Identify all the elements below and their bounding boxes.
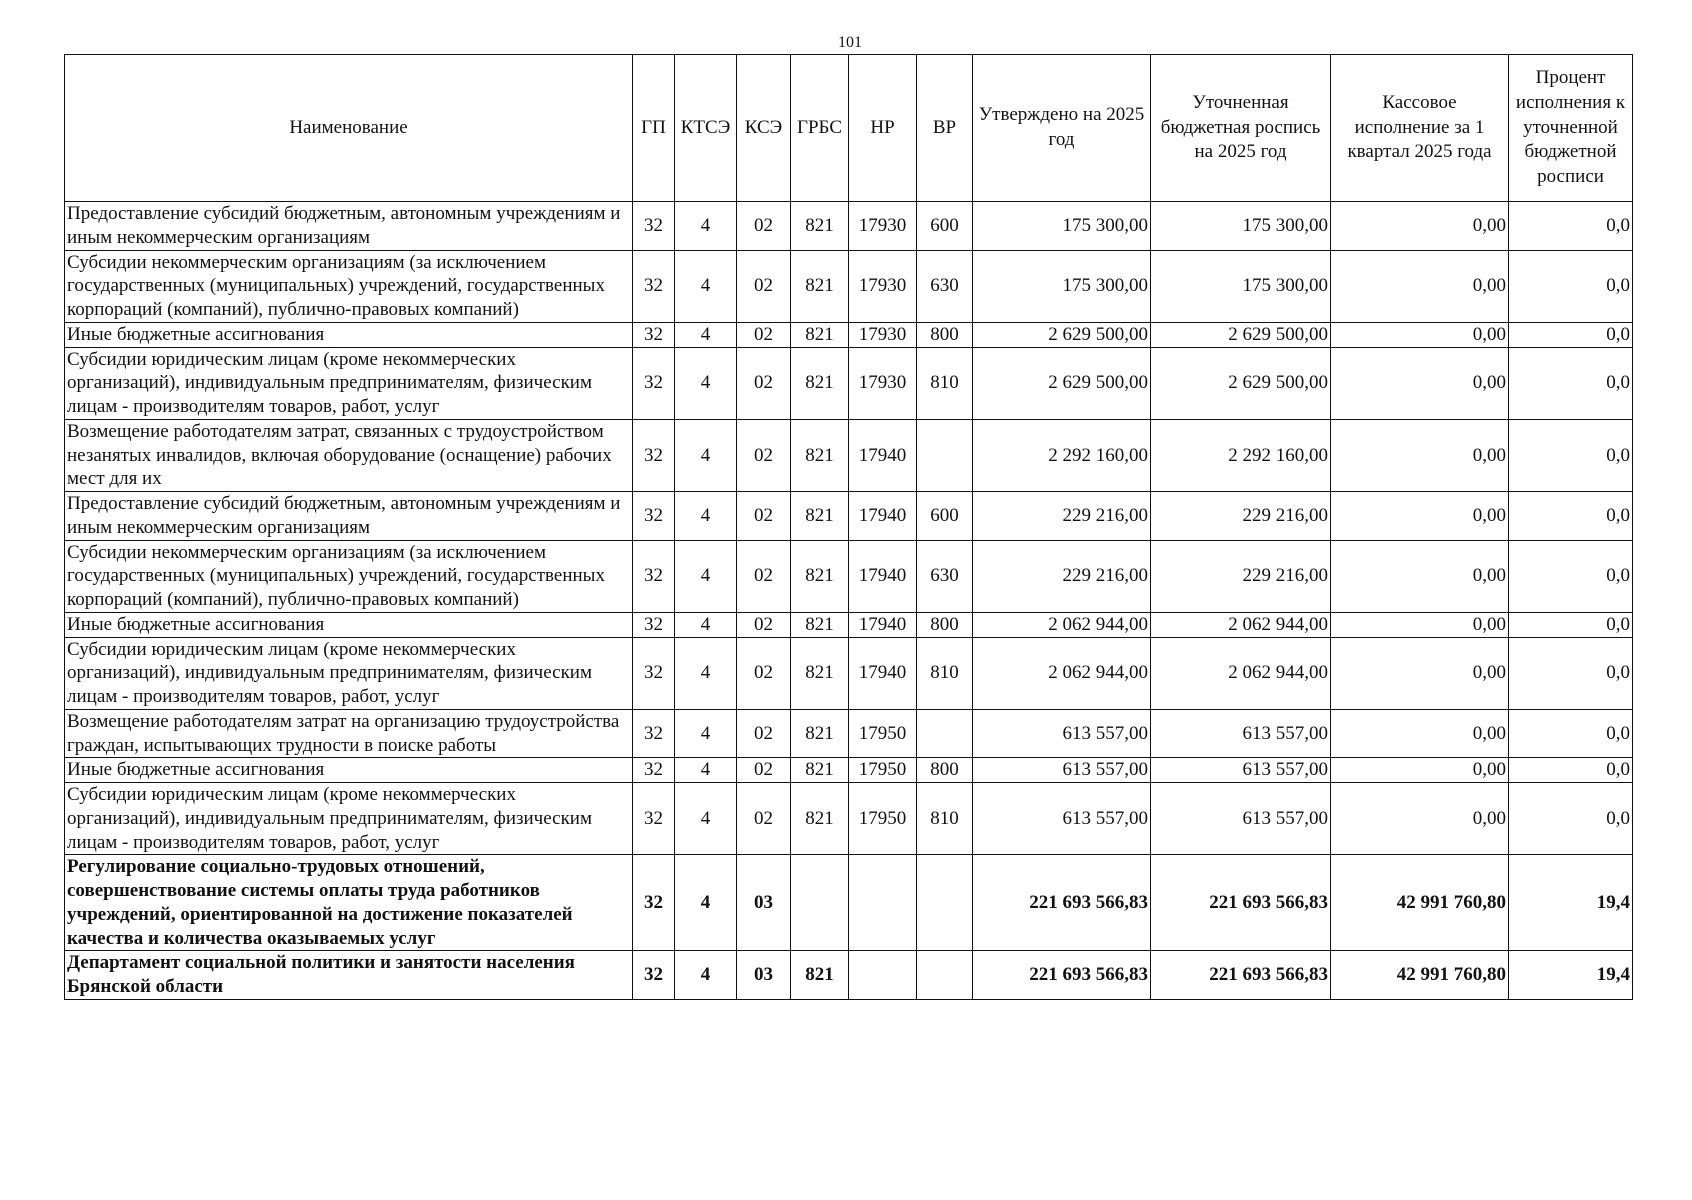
table-row xyxy=(65,758,1633,783)
cell-refined: 221 693 566,83 xyxy=(1151,951,1331,1000)
cell-nr: 17940 xyxy=(849,419,917,491)
cell-kse: 03 xyxy=(737,951,791,1000)
cell-vr: 800 xyxy=(917,758,973,783)
cell-kse: 02 xyxy=(737,612,791,637)
table-row xyxy=(65,540,1633,612)
cell-approved: 221 693 566,83 xyxy=(973,855,1151,951)
cell-approved: 221 693 566,83 xyxy=(973,951,1151,1000)
cell-cash: 42 991 760,80 xyxy=(1331,855,1509,951)
cell-name: Субсидии юридическим лицам (кроме некоммерческих организаций), индивидуальным предпринимателям, физическим лицам - производителям товаров, работ, услуг xyxy=(65,347,633,419)
cell-grbs: 821 xyxy=(791,419,849,491)
cell-vr: 800 xyxy=(917,322,973,347)
table-row xyxy=(65,783,1633,855)
cell-name: Субсидии юридическим лицам (кроме некоммерческих организаций), индивидуальным предпринимателям, физическим лицам - производителям товаров, работ, услуг xyxy=(65,637,633,709)
cell-kse: 02 xyxy=(737,419,791,491)
cell-ktse: 4 xyxy=(675,250,737,322)
cell-approved: 2 629 500,00 xyxy=(973,322,1151,347)
cell-grbs: 821 xyxy=(791,709,849,758)
cell-ktse: 4 xyxy=(675,709,737,758)
cell-kse: 02 xyxy=(737,783,791,855)
cell-name: Департамент социальной политики и занятости населения Брянской области xyxy=(65,951,633,1000)
cell-approved: 175 300,00 xyxy=(973,202,1151,251)
cell-vr xyxy=(917,709,973,758)
cell-percent: 0,0 xyxy=(1509,250,1633,322)
header-vr: ВР xyxy=(917,55,973,202)
cell-name: Возмещение работодателям затрат, связанных с трудоустройством незанятых инвалидов, включая оборудование (оснащение) рабочих мест для их xyxy=(65,419,633,491)
table-row xyxy=(65,250,1633,322)
cell-gp: 32 xyxy=(633,250,675,322)
cell-cash: 0,00 xyxy=(1331,709,1509,758)
cell-approved: 229 216,00 xyxy=(973,540,1151,612)
cell-vr: 600 xyxy=(917,492,973,541)
cell-gp: 32 xyxy=(633,540,675,612)
cell-approved: 613 557,00 xyxy=(973,758,1151,783)
cell-refined: 2 292 160,00 xyxy=(1151,419,1331,491)
cell-refined: 613 557,00 xyxy=(1151,758,1331,783)
cell-percent: 0,0 xyxy=(1509,637,1633,709)
cell-ktse: 4 xyxy=(675,202,737,251)
cell-cash: 0,00 xyxy=(1331,637,1509,709)
cell-percent: 0,0 xyxy=(1509,783,1633,855)
cell-nr: 17950 xyxy=(849,758,917,783)
cell-ktse: 4 xyxy=(675,540,737,612)
cell-percent: 0,0 xyxy=(1509,758,1633,783)
cell-name: Субсидии некоммерческим организациям (за исключением государственных (муниципальных) учреждений, государственных корпораций (компаний), публично-правовых компаний) xyxy=(65,540,633,612)
cell-approved: 2 629 500,00 xyxy=(973,347,1151,419)
page-number: 101 xyxy=(838,34,862,51)
cell-kse: 02 xyxy=(737,540,791,612)
cell-refined: 2 062 944,00 xyxy=(1151,637,1331,709)
cell-kse: 02 xyxy=(737,709,791,758)
cell-gp: 32 xyxy=(633,419,675,491)
cell-grbs: 821 xyxy=(791,250,849,322)
cell-approved: 2 292 160,00 xyxy=(973,419,1151,491)
budget-table xyxy=(64,54,1633,1000)
cell-vr: 800 xyxy=(917,612,973,637)
cell-gp: 32 xyxy=(633,322,675,347)
cell-ktse: 4 xyxy=(675,322,737,347)
header-approved: Утверждено на 2025 год xyxy=(973,55,1151,202)
cell-approved: 175 300,00 xyxy=(973,250,1151,322)
cell-nr: 17930 xyxy=(849,202,917,251)
cell-nr: 17950 xyxy=(849,783,917,855)
cell-kse: 02 xyxy=(737,250,791,322)
cell-vr: 630 xyxy=(917,250,973,322)
cell-name: Предоставление субсидий бюджетным, автономным учреждениям и иным некоммерческим организациям xyxy=(65,492,633,541)
cell-percent: 0,0 xyxy=(1509,202,1633,251)
cell-cash: 0,00 xyxy=(1331,540,1509,612)
cell-refined: 613 557,00 xyxy=(1151,709,1331,758)
cell-kse: 03 xyxy=(737,855,791,951)
cell-ktse: 4 xyxy=(675,855,737,951)
table-row xyxy=(65,637,1633,709)
table-row xyxy=(65,202,1633,251)
cell-approved: 229 216,00 xyxy=(973,492,1151,541)
cell-gp: 32 xyxy=(633,783,675,855)
cell-nr: 17930 xyxy=(849,250,917,322)
cell-cash: 0,00 xyxy=(1331,419,1509,491)
cell-nr xyxy=(849,951,917,1000)
cell-grbs: 821 xyxy=(791,322,849,347)
header-gp: ГП xyxy=(633,55,675,202)
cell-refined: 229 216,00 xyxy=(1151,492,1331,541)
cell-percent: 0,0 xyxy=(1509,347,1633,419)
table-header-row xyxy=(65,55,1633,202)
cell-percent: 0,0 xyxy=(1509,540,1633,612)
cell-vr xyxy=(917,419,973,491)
cell-kse: 02 xyxy=(737,637,791,709)
header-cash: Кассовое исполнение за 1 квартал 2025 года xyxy=(1331,55,1509,202)
cell-vr: 600 xyxy=(917,202,973,251)
cell-cash: 0,00 xyxy=(1331,492,1509,541)
cell-cash: 0,00 xyxy=(1331,250,1509,322)
cell-gp: 32 xyxy=(633,202,675,251)
cell-cash: 0,00 xyxy=(1331,347,1509,419)
cell-refined: 2 062 944,00 xyxy=(1151,612,1331,637)
cell-approved: 2 062 944,00 xyxy=(973,612,1151,637)
cell-percent: 19,4 xyxy=(1509,951,1633,1000)
cell-grbs: 821 xyxy=(791,202,849,251)
cell-grbs: 821 xyxy=(791,783,849,855)
cell-refined: 613 557,00 xyxy=(1151,783,1331,855)
cell-cash: 0,00 xyxy=(1331,783,1509,855)
cell-vr xyxy=(917,951,973,1000)
header-percent: Процент исполнения к уточненной бюджетной росписи xyxy=(1509,55,1633,202)
cell-kse: 02 xyxy=(737,758,791,783)
cell-nr: 17940 xyxy=(849,612,917,637)
cell-ktse: 4 xyxy=(675,951,737,1000)
cell-kse: 02 xyxy=(737,322,791,347)
cell-percent: 0,0 xyxy=(1509,419,1633,491)
cell-gp: 32 xyxy=(633,637,675,709)
cell-ktse: 4 xyxy=(675,347,737,419)
cell-grbs: 821 xyxy=(791,540,849,612)
cell-vr xyxy=(917,855,973,951)
cell-ktse: 4 xyxy=(675,612,737,637)
cell-ktse: 4 xyxy=(675,637,737,709)
cell-name: Субсидии юридическим лицам (кроме некоммерческих организаций), индивидуальным предпринимателям, физическим лицам - производителям товаров, работ, услуг xyxy=(65,783,633,855)
cell-grbs: 821 xyxy=(791,347,849,419)
header-refined: Уточненная бюджетная роспись на 2025 год xyxy=(1151,55,1331,202)
table-body xyxy=(65,202,1633,1000)
cell-gp: 32 xyxy=(633,855,675,951)
cell-cash: 42 991 760,80 xyxy=(1331,951,1509,1000)
table-row xyxy=(65,347,1633,419)
cell-kse: 02 xyxy=(737,492,791,541)
cell-approved: 2 062 944,00 xyxy=(973,637,1151,709)
cell-nr xyxy=(849,855,917,951)
table-row xyxy=(65,322,1633,347)
header-kse: КСЭ xyxy=(737,55,791,202)
cell-grbs: 821 xyxy=(791,951,849,1000)
cell-ktse: 4 xyxy=(675,783,737,855)
cell-nr: 17940 xyxy=(849,540,917,612)
cell-kse: 02 xyxy=(737,347,791,419)
cell-nr: 17950 xyxy=(849,709,917,758)
header-name: Наименование xyxy=(65,55,633,202)
cell-gp: 32 xyxy=(633,492,675,541)
cell-refined: 2 629 500,00 xyxy=(1151,347,1331,419)
cell-cash: 0,00 xyxy=(1331,612,1509,637)
cell-refined: 229 216,00 xyxy=(1151,540,1331,612)
cell-cash: 0,00 xyxy=(1331,202,1509,251)
cell-refined: 221 693 566,83 xyxy=(1151,855,1331,951)
cell-nr: 17940 xyxy=(849,637,917,709)
cell-name: Иные бюджетные ассигнования xyxy=(65,322,633,347)
cell-gp: 32 xyxy=(633,347,675,419)
cell-gp: 32 xyxy=(633,951,675,1000)
cell-ktse: 4 xyxy=(675,492,737,541)
cell-cash: 0,00 xyxy=(1331,758,1509,783)
cell-ktse: 4 xyxy=(675,758,737,783)
cell-kse: 02 xyxy=(737,202,791,251)
cell-vr: 810 xyxy=(917,783,973,855)
header-nr: НР xyxy=(849,55,917,202)
cell-vr: 810 xyxy=(917,637,973,709)
table-row xyxy=(65,951,1633,1000)
cell-grbs: 821 xyxy=(791,492,849,541)
cell-refined: 175 300,00 xyxy=(1151,250,1331,322)
table-row xyxy=(65,492,1633,541)
cell-nr: 17940 xyxy=(849,492,917,541)
header-ktse: КТСЭ xyxy=(675,55,737,202)
cell-vr: 630 xyxy=(917,540,973,612)
header-grbs: ГРБС xyxy=(791,55,849,202)
cell-name: Субсидии некоммерческим организациям (за исключением государственных (муниципальных) учреждений, государственных корпораций (компаний), публично-правовых компаний) xyxy=(65,250,633,322)
cell-vr: 810 xyxy=(917,347,973,419)
cell-gp: 32 xyxy=(633,612,675,637)
cell-approved: 613 557,00 xyxy=(973,783,1151,855)
table-row xyxy=(65,612,1633,637)
cell-cash: 0,00 xyxy=(1331,322,1509,347)
cell-name: Предоставление субсидий бюджетным, автономным учреждениям и иным некоммерческим организациям xyxy=(65,202,633,251)
cell-ktse: 4 xyxy=(675,419,737,491)
cell-name: Регулирование социально-трудовых отношений, совершенствование системы оплаты труда работников учреждений, ориентированной на достижение показателей качества и количества оказываемых услуг xyxy=(65,855,633,951)
cell-percent: 0,0 xyxy=(1509,322,1633,347)
cell-gp: 32 xyxy=(633,709,675,758)
cell-name: Иные бюджетные ассигнования xyxy=(65,612,633,637)
cell-grbs: 821 xyxy=(791,758,849,783)
cell-name: Иные бюджетные ассигнования xyxy=(65,758,633,783)
cell-grbs xyxy=(791,855,849,951)
cell-refined: 2 629 500,00 xyxy=(1151,322,1331,347)
cell-name: Возмещение работодателям затрат на организацию трудоустройства граждан, испытывающих трудности в поиске работы xyxy=(65,709,633,758)
cell-nr: 17930 xyxy=(849,347,917,419)
cell-nr: 17930 xyxy=(849,322,917,347)
cell-approved: 613 557,00 xyxy=(973,709,1151,758)
cell-refined: 175 300,00 xyxy=(1151,202,1331,251)
cell-grbs: 821 xyxy=(791,612,849,637)
cell-percent: 0,0 xyxy=(1509,492,1633,541)
cell-gp: 32 xyxy=(633,758,675,783)
table-row xyxy=(65,419,1633,491)
cell-percent: 0,0 xyxy=(1509,612,1633,637)
cell-percent: 0,0 xyxy=(1509,709,1633,758)
cell-percent: 19,4 xyxy=(1509,855,1633,951)
table-row xyxy=(65,709,1633,758)
cell-grbs: 821 xyxy=(791,637,849,709)
table-row xyxy=(65,855,1633,951)
